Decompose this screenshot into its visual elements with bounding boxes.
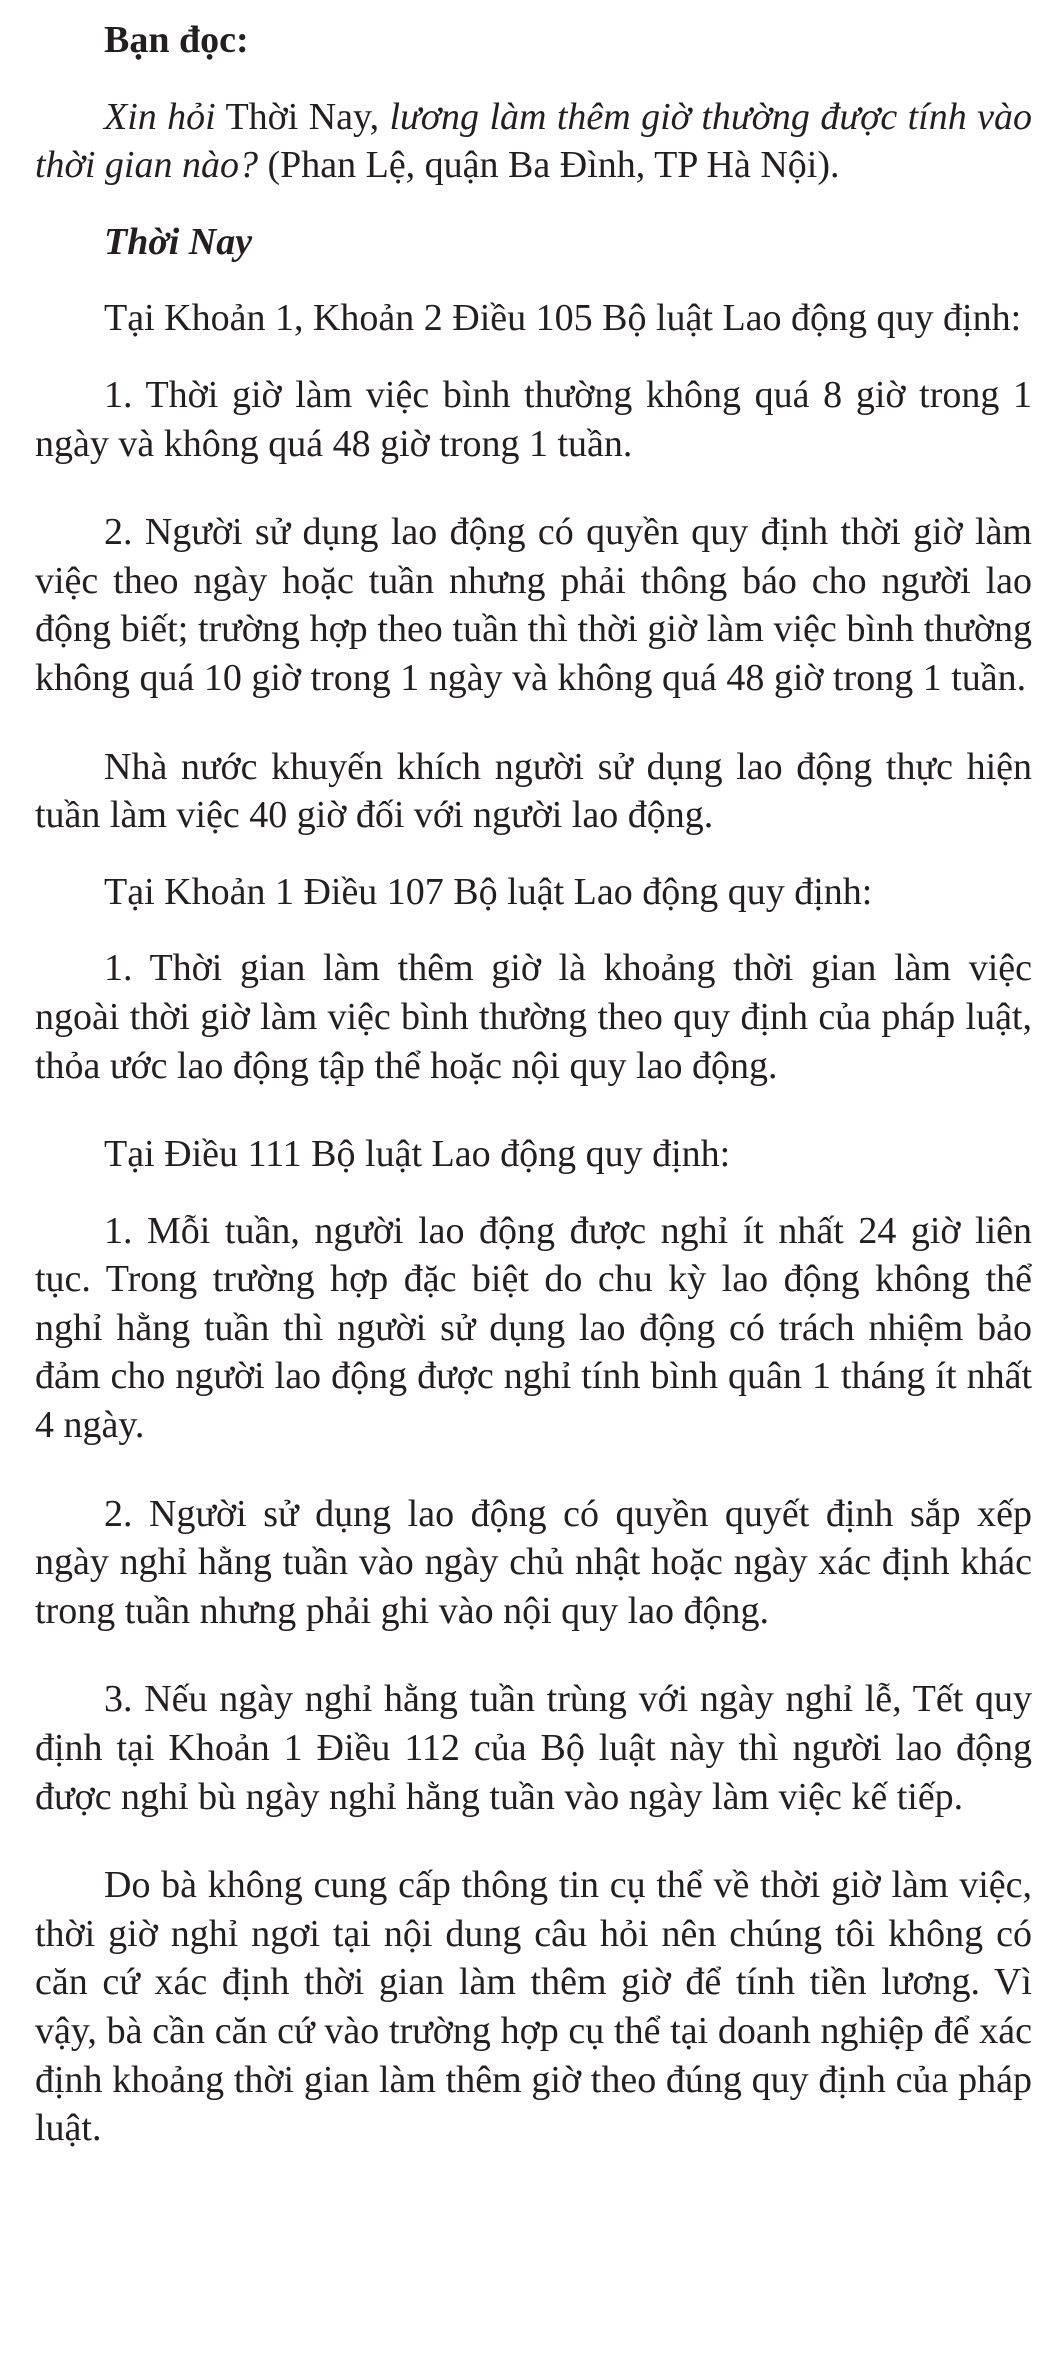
answer-paragraph: Tại Khoản 1, Khoản 2 Điều 105 Bộ luật Lao động quy định: [104,297,1022,340]
answer-paragraph: Tại Khoản 1 Điều 107 Bộ luật Lao động quy định: [104,870,873,913]
answer-label: Thời Nay [104,220,253,263]
answer-paragraph: 1. Thời gian làm thêm giờ là khoảng thời gian làm việc ngoài thời giờ làm việc bình thường theo quy định của pháp luật, thỏa ước lao động tập thể hoặc nội quy lao động. [35,947,1032,1087]
answer-paragraph: 2. Người sử dụng lao động có quyền quy định thời giờ làm việc theo ngày hoặc tuần nhưng phải thông báo cho người lao động biết; trường hợp theo tuần thì thời giờ làm việc bình thường không quá 10 giờ trong 1 ngày và không quá 48 giờ trong 1 tuần. [35,511,1032,699]
answer-paragraph: Tại Điều 111 Bộ luật Lao động quy định: [104,1133,731,1176]
answer-paragraph: 1. Thời giờ làm việc bình thường không quá 8 giờ trong 1 ngày và không quá 48 giờ trong 1 tuần. [35,373,1032,465]
question-italic-part-2: lương làm thêm giờ thường được tính vào thời gian nào? [35,95,1033,187]
answer-paragraph: Nhà nước khuyến khích người sử dụng lao động thực hiện tuần làm việc 40 giờ đối với người lao động. [35,745,1032,837]
question-normal-part-1: Thời Nay, [215,95,380,138]
reader-label: Bạn đọc: [104,19,249,61]
answer-paragraph: 1. Mỗi tuần, người lao động được nghỉ ít nhất 24 giờ liên tục. Trong trường hợp đặc biệt do chu kỳ lao động không thể nghỉ hằng tuần thì người sử dụng lao động có trách nhiệm bảo đảm cho người lao động được nghỉ tính bình quân 1 tháng ít nhất 4 ngày. [35,1209,1032,1447]
question-italic-part-1: Xin hỏi [104,95,216,138]
reader-question [35,93,1032,190]
answer-paragraph: 2. Người sử dụng lao động có quyền quyết định sắp xếp ngày nghỉ hằng tuần vào ngày chủ nhật hoặc ngày xác định khác trong tuần nhưng phải ghi vào nội quy lao động. [35,1492,1032,1632]
answer-paragraph: Do bà không cung cấp thông tin cụ thể về thời giờ làm việc, thời giờ nghỉ ngơi tại nội dung câu hỏi nên chúng tôi không có căn cứ xác định thời gian làm thêm giờ để tính tiền lương. Vì vậy, bà cần căn cứ vào trường hợp cụ thể tại doanh nghiệp để xác định khoảng thời gian làm thêm giờ theo đúng quy định của pháp luật. [35,1864,1032,2150]
answer-paragraph: 3. Nếu ngày nghỉ hằng tuần trùng với ngày nghỉ lễ, Tết quy định tại Khoản 1 Điều 112 của Bộ luật này thì người lao động được nghỉ bù ngày nghỉ hằng tuần vào ngày làm việc kế tiếp. [35,1678,1032,1818]
question-normal-part-2: (Phan Lệ, quận Ba Đình, TP Hà Nội). [257,144,840,187]
